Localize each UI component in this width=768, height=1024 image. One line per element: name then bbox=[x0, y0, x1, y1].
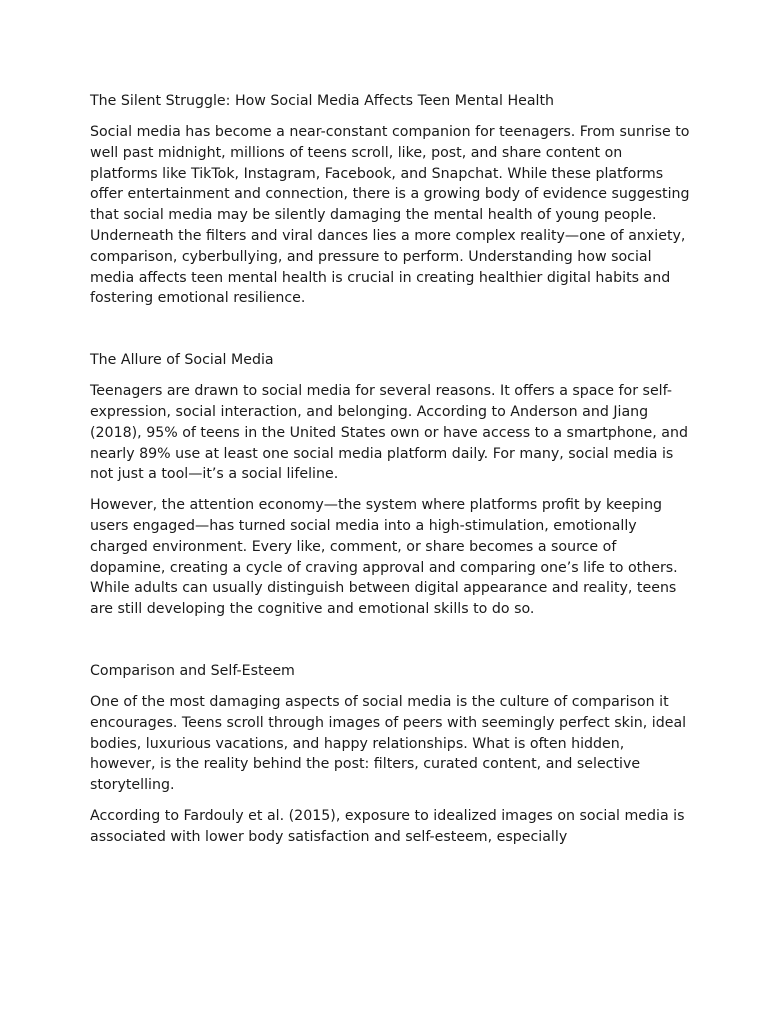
document-title: The Silent Struggle: How Social Media Affects Teen Mental Health bbox=[90, 93, 555, 109]
intro-paragraph: Social media has become a near-constant companion for teenagers. From sunrise to well past midnight, millions of teens scroll, like, post, and share content on platforms like TikTok, Instagram, Facebook, and Snapchat. While these platforms offer entertainment and connection, there is a growing body of evidence suggesting that social media may be silently damaging the mental health of young people. Underneath the filters and viral dances lies a more complex reality—one of anxiety, comparison, cyberbullying, and pressure to perform. Understanding how social media affects teen mental health is crucial in creating healthier digital habits and fostering emotional resilience. bbox=[90, 124, 690, 307]
section-heading: The Allure of Social Media bbox=[90, 352, 274, 369]
section-paragraph: Teenagers are drawn to social media for several reasons. It offers a space for self-expression, social interaction, and belonging. According to Anderson and Jiang (2018), 95% of teens in the United States own or have access to a smartphone, and nearly 89% use at least one social media platform daily. For many, social media is not just a tool—it’s a social lifeline. bbox=[90, 383, 688, 483]
section-paragraph: One of the most damaging aspects of social media is the culture of comparison it encourages. Teens scroll through images of peers with seemingly perfect skin, ideal bodies, luxurious vacations, and happy relationships. What is often hidden, however, is the reality behind the post: filters, curated content, and selective storytelling. bbox=[90, 693, 687, 794]
section-comparison bbox=[90, 660, 690, 848]
section-paragraph: However, the attention economy—the system where platforms profit by keeping users engaged—has turned social media into a high-stimulation, emotionally charged environment. Every like, comment, or share becomes a source of dopamine, creating a cycle of craving approval and comparing one’s life to others. While adults can usually distinguish between digital appearance and reality, teens are still developing the cognitive and emotional skills to do so. bbox=[90, 497, 678, 618]
section-spacer bbox=[90, 630, 690, 660]
section-allure bbox=[90, 349, 690, 620]
section-spacer bbox=[90, 319, 690, 349]
document-page bbox=[90, 90, 690, 858]
section-heading: Comparison and Self-Esteem bbox=[90, 662, 295, 679]
section-paragraph: According to Fardouly et al. (2015), exposure to idealized images on social media is associated with lower body satisfaction and self-esteem, especially bbox=[90, 807, 685, 845]
